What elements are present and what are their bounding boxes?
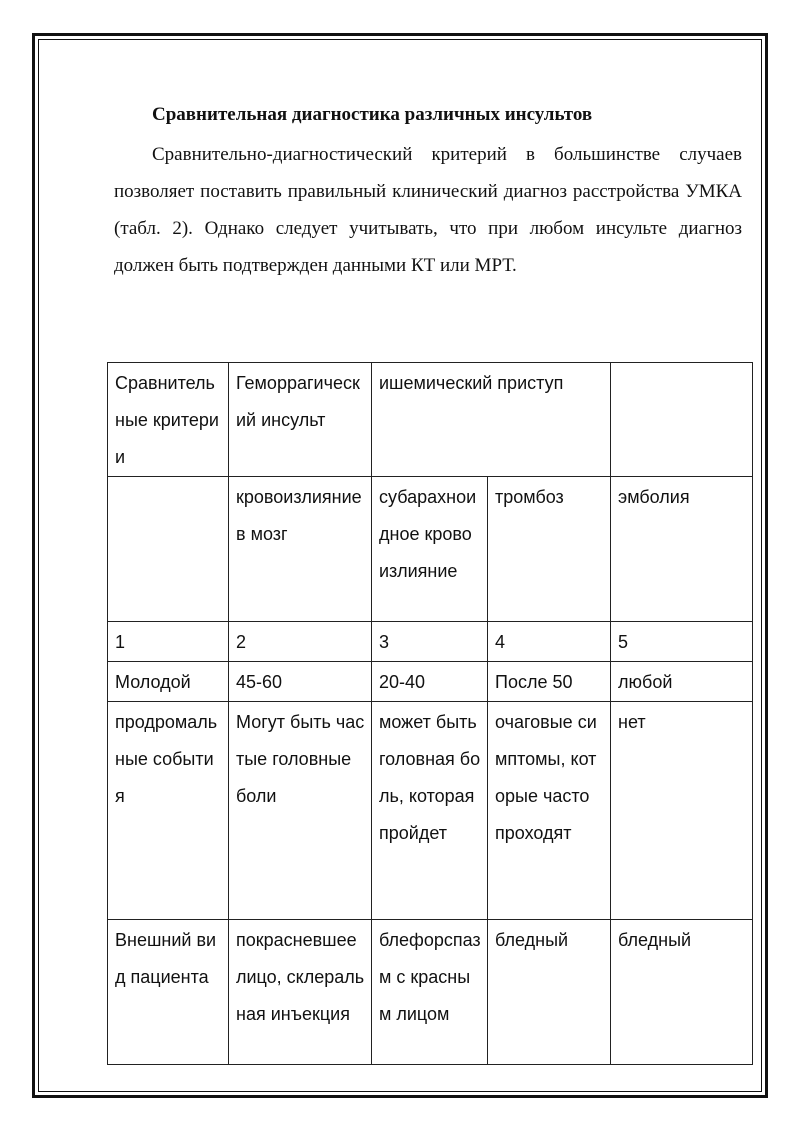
table-cell: может быть головная боль, которая пройдет <box>372 702 488 920</box>
header-ischemic: ишемический приступ <box>372 363 611 477</box>
subheader-brain-hemorrhage: кровоизлияние в мозг <box>229 477 372 622</box>
section-heading: Сравнительная диагностика различных инсультов <box>152 104 593 125</box>
table-cell: 20-40 <box>372 662 488 702</box>
table-cell: блефорспазм с красным лицом <box>372 920 488 1065</box>
table-subheader-row <box>108 477 753 622</box>
table-cell: нет <box>611 702 753 920</box>
subheader-subarachnoid: субарахноидное кровоизлияние <box>372 477 488 622</box>
table-cell: бледный <box>488 920 611 1065</box>
table-cell: Молодой <box>108 662 229 702</box>
table-number-row <box>108 622 753 662</box>
table-cell: Внешний вид пациента <box>108 920 229 1065</box>
column-number: 5 <box>611 622 753 662</box>
subheader-empty <box>108 477 229 622</box>
table-cell: любой <box>611 662 753 702</box>
table-cell: Могут быть частые головные боли <box>229 702 372 920</box>
table-row-prodromal <box>108 702 753 920</box>
table-cell: бледный <box>611 920 753 1065</box>
column-number: 3 <box>372 622 488 662</box>
subheader-thrombosis: тромбоз <box>488 477 611 622</box>
table-cell: покрасневшее лицо, склеральная инъекция <box>229 920 372 1065</box>
table-row-appearance <box>108 920 753 1065</box>
table-cell: 45-60 <box>229 662 372 702</box>
table-cell: продромальные события <box>108 702 229 920</box>
subheader-embolism: эмболия <box>611 477 753 622</box>
column-number: 4 <box>488 622 611 662</box>
table-header-row <box>108 363 753 477</box>
table-cell: очаговые симптомы, которые часто проходят <box>488 702 611 920</box>
header-empty <box>611 363 753 477</box>
column-number: 2 <box>229 622 372 662</box>
header-hemorrhagic: Геморрагический инсульт <box>229 363 372 477</box>
header-criteria: Сравнительные критерии <box>108 363 229 477</box>
comparison-table <box>107 362 753 1065</box>
intro-paragraph: Сравнительно-диагностический критерий в большинстве случаев позволяет поставить правильный клинический диагноз расстройства УМКА (табл. 2). Однако следует учитывать, что при любом инсульте диагноз должен быть подтвержден данными КТ или МРТ. <box>114 144 742 276</box>
table-cell: После 50 <box>488 662 611 702</box>
table-row-age <box>108 662 753 702</box>
column-number: 1 <box>108 622 229 662</box>
